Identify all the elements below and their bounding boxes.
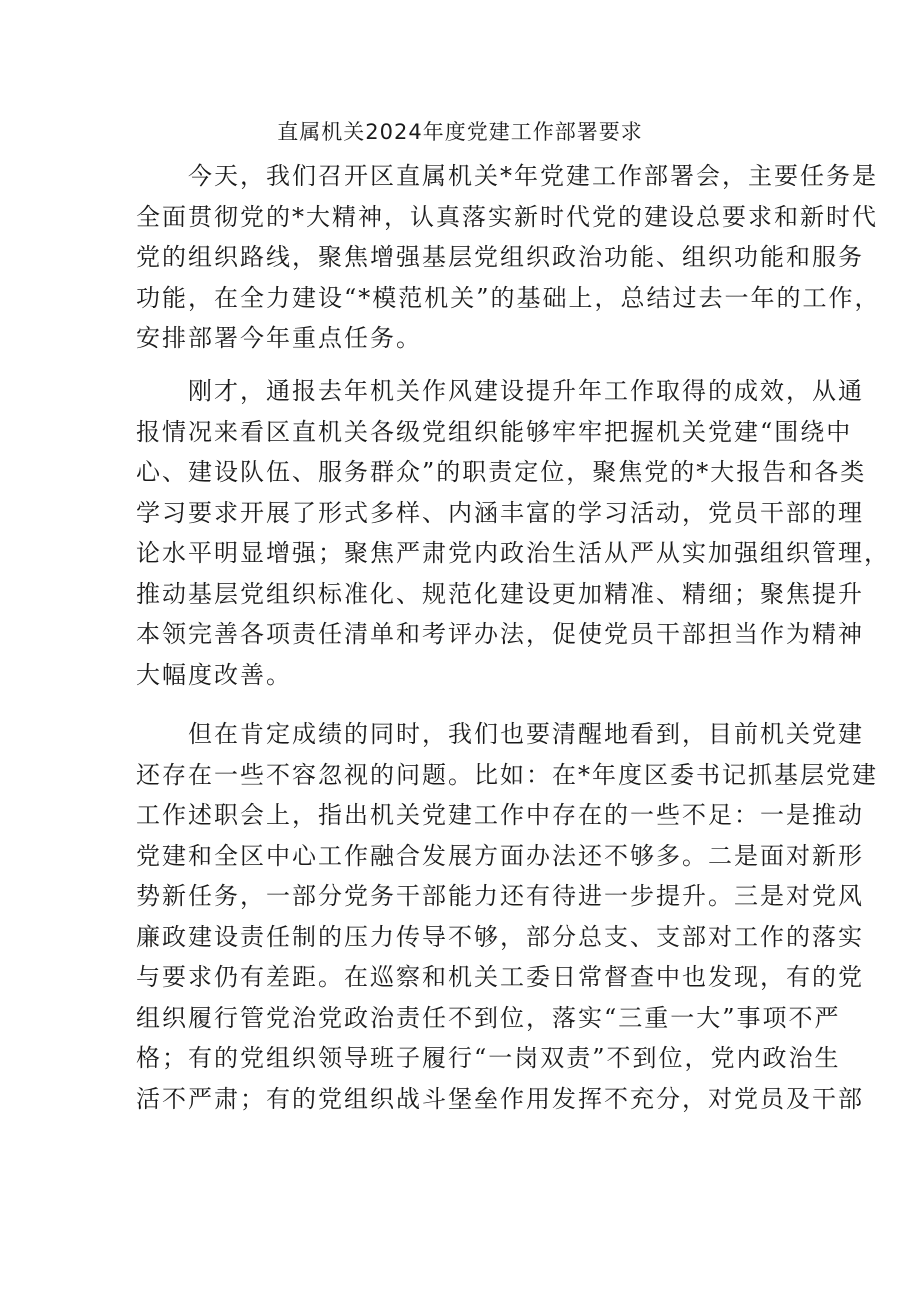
paragraph-line: 功能，在全力建设“*模范机关”的基础上，总结过去一年的工作， xyxy=(136,283,881,312)
paragraph-line: 刚才，通报去年机关作风建设提升年工作取得的成效，从通 xyxy=(188,377,864,405)
paragraph-line: 党建和全区中心工作融合发展方面办法还不够多。二是面对新形 xyxy=(136,841,864,870)
paragraph-line: 安排部署今年重点任务。 xyxy=(136,324,422,352)
paragraph-achievements xyxy=(136,371,890,695)
paragraph-line: 活不严肃；有的党组织战斗堡垒作用发挥不充分，对党员及干部 xyxy=(136,1084,864,1113)
paragraph-line: 廉政建设责任制的压力传导不够，部分总支、支部对工作的落实 xyxy=(136,922,864,951)
paragraph-line: 推动基层党组织标准化、规范化建设更加精准、精细；聚焦提升 xyxy=(136,579,864,608)
paragraph-line: 还存在一些不容忽视的问题。比如：在*年度区委书记抓基层党建 xyxy=(136,760,878,789)
paragraph-line: 心、建设队伍、服务群众”的职责定位，聚焦党的*大报告和各类 xyxy=(136,458,867,486)
paragraph-intro xyxy=(136,156,881,359)
paragraph-line: 组织履行管党治党政治责任不到位，落实“三重一大”事项不严 xyxy=(136,1003,841,1032)
paragraph-line: 全面贯彻党的*大精神，认真落实新时代党的建设总要求和新时代 xyxy=(136,202,878,231)
paragraph-line: 大幅度改善。 xyxy=(136,660,292,689)
paragraph-line: 本领完善各项责任清单和考评办法，促使党员干部担当作为精神 xyxy=(136,620,864,648)
paragraph-line: 但在肯定成绩的同时，我们也要清醒地看到，目前机关党建 xyxy=(188,720,864,748)
paragraph-line: 今天，我们召开区直属机关*年党建工作部署会，主要任务是 xyxy=(188,162,878,190)
paragraph-line: 工作述职会上，指出机关党建工作中存在的一些不足：一是推动 xyxy=(136,801,864,829)
paragraph-problems xyxy=(136,714,878,1119)
paragraph-line: 学习要求开展了形式多样、内涵丰富的学习活动，党员干部的理 xyxy=(136,498,864,527)
paragraph-line: 与要求仍有差距。在巡察和机关工委日常督查中也发现，有的党 xyxy=(136,963,864,991)
paragraph-line: 党的组织路线，聚焦增强基层党组织政治功能、组织功能和服务 xyxy=(136,243,864,271)
paragraph-line: 格；有的党组织领导班子履行“一岗双责”不到位，党内政治生 xyxy=(136,1044,841,1072)
paragraph-line: 报情况来看区直机关各级党组织能够牢牢把握机关党建“围绕中 xyxy=(136,417,853,446)
paragraph-line: 论水平明显增强；聚焦严肃党内政治生活从严从实加强组织管理， xyxy=(136,539,890,567)
document-title: 直属机关2024年度党建工作部署要求 xyxy=(277,120,643,144)
paragraph-line: 势新任务，一部分党务干部能力还有待进一步提升。三是对党风 xyxy=(136,882,864,910)
